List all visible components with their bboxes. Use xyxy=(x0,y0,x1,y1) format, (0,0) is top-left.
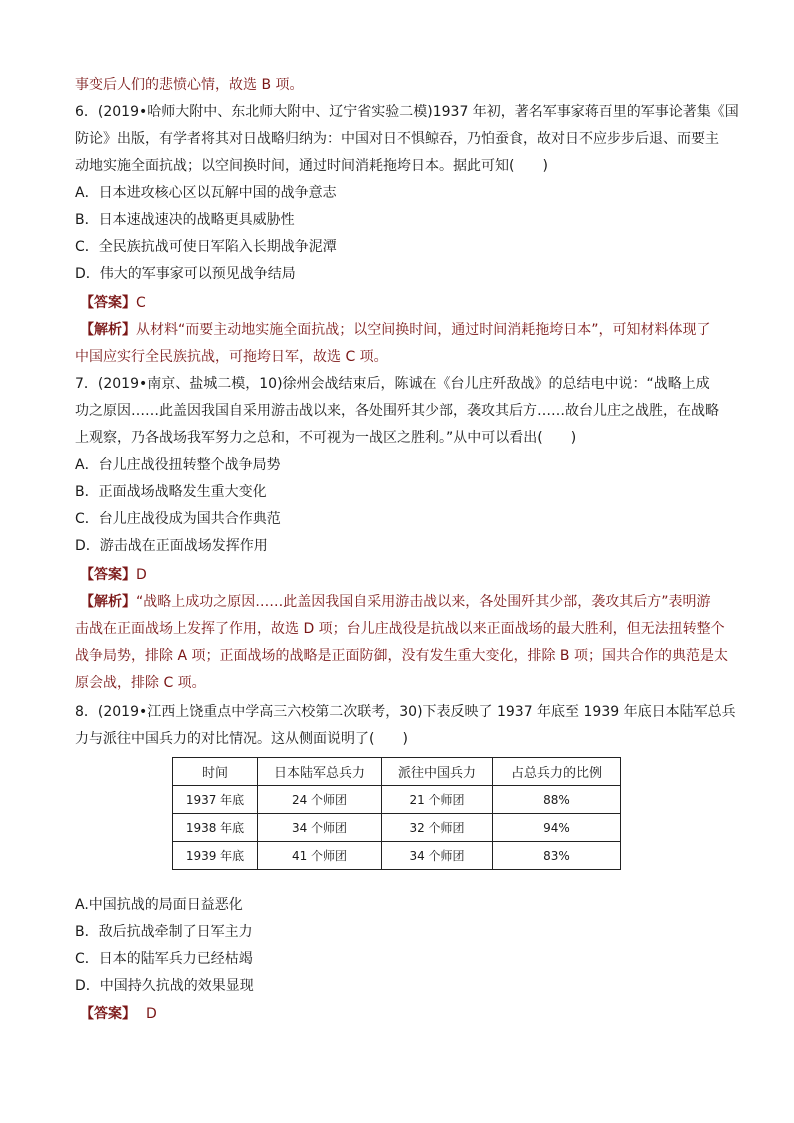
table-cell: 32 个师团 xyxy=(382,814,493,842)
q7-stem-line2: 功之原因……此盖因我国自采用游击战以来，各处围歼其少部，袭攻其后方……故台儿庄之战胜，在战略 xyxy=(75,403,719,419)
q7-option-a: A．台儿庄战役扭转整个战争局势 xyxy=(75,457,281,473)
explanation-tag: 【解析】 xyxy=(80,322,136,338)
table-cell: 1937 年底 xyxy=(173,786,258,814)
q7-explanation-line4: 原会战，排除 C 项。 xyxy=(75,675,206,691)
q7-explanation-line2: 击战在正面战场上发挥了作用，故选 D 项；台儿庄战役是抗战以来正面战场的最大胜利，但无法扭转整个 xyxy=(75,621,725,637)
answer-value: C xyxy=(136,295,146,311)
table-cell: 34 个师团 xyxy=(382,842,493,870)
answer-tag: 【答案】 xyxy=(80,295,136,311)
table-row xyxy=(173,814,621,842)
q8-option-b: B．敌后抗战牵制了日军主力 xyxy=(75,924,253,940)
table-cell: 21 个师团 xyxy=(382,786,493,814)
explanation-text: “战略上成功之原因……此盖因我国自采用游击战以来，各处围歼其少部，袭攻其后方”表明游 xyxy=(136,594,711,610)
table-cell: 1939 年底 xyxy=(173,842,258,870)
q6-stem-line3: 动地实施全面抗战；以空间换时间，通过时间消耗拖垮日本。据此可知( ) xyxy=(75,158,548,174)
answer-tag: 【答案】 xyxy=(80,567,136,583)
q6-stem-line1: 6．(2019•哈师大附中、东北师大附中、辽宁省实验二模)1937 年初，著名军事家蒋百里的军事论著集《国 xyxy=(75,104,739,120)
table-cell: 24 个师团 xyxy=(258,786,382,814)
table-cell: 94% xyxy=(493,814,621,842)
table-row xyxy=(173,842,621,870)
q6-option-b: B．日本速战速决的战略更具威胁性 xyxy=(75,212,295,228)
q8-answer xyxy=(80,1004,157,1024)
q6-option-d: D．伟大的军事家可以预见战争结局 xyxy=(75,266,296,282)
prev-explanation-tail: 事变后人们的悲愤心情，故选 B 项。 xyxy=(75,77,304,93)
q7-stem-line1: 7．(2019•南京、盐城二模，10)徐州会战结束后，陈诚在《台儿庄歼敌战》的总结电中说：“战略上成 xyxy=(75,376,710,392)
q6-option-a: A．日本进攻核心区以瓦解中国的战争意志 xyxy=(75,185,337,201)
answer-tag: 【答案】 xyxy=(80,1006,136,1022)
table-header-cell: 派往中国兵力 xyxy=(382,758,493,786)
q8-option-c: C．日本的陆军兵力已经枯竭 xyxy=(75,951,253,967)
q6-explanation-line2: 中国应实行全民族抗战，可拖垮日军，故选 C 项。 xyxy=(75,349,388,365)
table-header-cell: 时间 xyxy=(173,758,258,786)
table-cell: 83% xyxy=(493,842,621,870)
q7-explanation-line3: 战争局势，排除 A 项；正面战场的战略是正面防御，没有发生重大变化，排除 B 项；国共合作的典范是太 xyxy=(75,648,728,664)
explanation-text: 从材料“而要主动地实施全面抗战；以空间换时间，通过时间消耗拖垮日本”，可知材料体现了 xyxy=(136,322,711,338)
q8-option-d: D．中国持久抗战的效果显现 xyxy=(75,978,254,994)
table-header-cell: 占总兵力的比例 xyxy=(493,758,621,786)
table-cell: 41 个师团 xyxy=(258,842,382,870)
answer-value: D xyxy=(146,1006,157,1022)
table-cell: 88% xyxy=(493,786,621,814)
q6-option-c: C．全民族抗战可使日军陷入长期战争泥潭 xyxy=(75,239,337,255)
q7-option-c: C．台儿庄战役成为国共合作典范 xyxy=(75,511,281,527)
answer-value: D xyxy=(136,567,147,583)
table-row xyxy=(173,786,621,814)
q7-option-b: B．正面战场战略发生重大变化 xyxy=(75,484,267,500)
explanation-tag: 【解析】 xyxy=(80,594,136,610)
q7-option-d: D．游击战在正面战场发挥作用 xyxy=(75,538,268,554)
q8-option-a: A.中国抗战的局面日益恶化 xyxy=(75,897,243,913)
table-cell: 34 个师团 xyxy=(258,814,382,842)
q7-explanation-line1 xyxy=(80,592,711,612)
table-header-cell: 日本陆军总兵力 xyxy=(258,758,382,786)
q7-stem-line3: 上观察，乃各战场我军努力之总和，不可视为一战区之胜利。”从中可以看出( ) xyxy=(75,430,577,446)
q6-explanation-line1 xyxy=(80,320,711,340)
table-header-row xyxy=(173,758,621,786)
q6-answer xyxy=(80,293,146,313)
q8-stem-line1: 8．(2019•江西上饶重点中学高三六校第二次联考，30)下表反映了 1937 年底至 1939 年底日本陆军总兵 xyxy=(75,704,736,720)
q8-stem-line2: 力与派往中国兵力的对比情况。这从侧面说明了( ) xyxy=(75,731,408,747)
q7-answer xyxy=(80,565,147,585)
troop-table xyxy=(172,757,621,870)
q6-stem-line2: 防论》出版，有学者将其对日战略归纳为：中国对日不惧鲸吞，乃怕蚕食，故对日不应步步后退、而要主 xyxy=(75,131,719,147)
table-cell: 1938 年底 xyxy=(173,814,258,842)
